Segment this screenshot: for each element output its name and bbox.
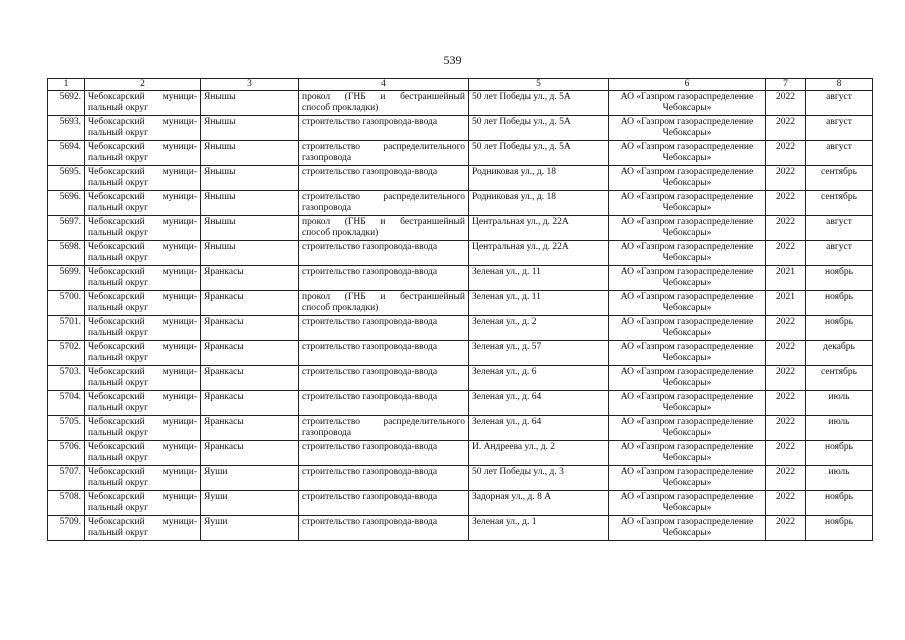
district-line-1: Чебоксарский муници- [88,492,197,502]
work-type-cell [299,491,469,516]
work-type-line-1: прокол (ГНБ и бестраншейный [302,292,465,302]
row-number: 5700. [48,291,85,316]
row-number: 5696. [48,191,85,216]
organization-cell [609,466,766,491]
header-col-2: 2 [85,79,201,91]
month-cell: ноябрь [806,491,873,516]
district-line-2: пальный округ [88,277,149,288]
organization-line-2: Чебоксары» [662,377,712,388]
month-cell: сентябрь [806,166,873,191]
organization-cell [609,416,766,441]
table-row [48,316,873,341]
work-type-line-1: строительство газопровода-ввода [302,342,438,352]
organization-line-2: Чебоксары» [662,427,712,438]
year-cell: 2022 [766,141,806,166]
table-row [48,241,873,266]
row-number: 5705. [48,416,85,441]
header-col-4: 4 [299,79,469,91]
address-cell: 50 лет Победы ул., д. 5А [469,116,609,141]
district-cell [85,266,201,291]
organization-cell [609,366,766,391]
settlement-cell: Яуши [201,516,299,541]
organization-line-2: Чебоксары» [662,152,712,163]
organization-line-1: АО «Газпром газораспределение [620,92,754,102]
address-cell: 50 лет Победы ул., д. 5А [469,91,609,116]
work-type-line-1: строительство газопровода-ввода [302,442,438,452]
district-line-2: пальный округ [88,427,149,438]
year-cell: 2022 [766,516,806,541]
month-cell: август [806,116,873,141]
work-type-cell [299,391,469,416]
row-number: 5708. [48,491,85,516]
district-cell [85,416,201,441]
work-type-line-1: строительство газопровода-ввода [302,167,438,177]
table-header [48,79,873,91]
district-line-1: Чебоксарский муници- [88,217,197,227]
address-cell: Центральная ул., д. 22А [469,216,609,241]
header-col-1: 1 [48,79,85,91]
district-line-2: пальный округ [88,502,149,513]
district-line-1: Чебоксарский муници- [88,392,197,402]
organization-line-1: АО «Газпром газораспределение [620,392,754,402]
month-cell: ноябрь [806,291,873,316]
settlement-cell: Яранкасы [201,291,299,316]
work-type-line-1: строительство газопровода-ввода [302,117,438,127]
settlement-cell: Яранкасы [201,391,299,416]
header-col-6: 6 [609,79,766,91]
district-cell [85,316,201,341]
table-row [48,516,873,541]
work-type-line-2: способ прокладки) [302,102,379,113]
work-type-line-2: способ прокладки) [302,302,379,313]
district-line-2: пальный округ [88,352,149,363]
settlement-cell: Янышы [201,141,299,166]
district-cell [85,216,201,241]
settlement-cell: Яранкасы [201,316,299,341]
row-number: 5697. [48,216,85,241]
work-type-cell [299,116,469,141]
year-cell: 2022 [766,91,806,116]
organization-line-2: Чебоксары» [662,102,712,113]
table-row [48,216,873,241]
work-type-line-1: строительство газопровода-ввода [302,367,438,377]
organization-line-1: АО «Газпром газораспределение [620,217,754,227]
work-type-line-1: строительство распределительного [302,142,465,152]
organization-cell [609,291,766,316]
address-cell: Зеленая ул., д. 1 [469,516,609,541]
organization-cell [609,441,766,466]
organization-line-1: АО «Газпром газораспределение [620,342,754,352]
district-line-1: Чебоксарский муници- [88,242,197,252]
organization-line-1: АО «Газпром газораспределение [620,517,754,527]
table-row [48,166,873,191]
row-number: 5702. [48,341,85,366]
address-cell: И. Андреева ул., д. 2 [469,441,609,466]
settlement-cell: Яранкасы [201,341,299,366]
district-cell [85,391,201,416]
table-row [48,491,873,516]
organization-line-2: Чебоксары» [662,302,712,313]
work-type-line-1: прокол (ГНБ и бестраншейный [302,92,465,102]
month-cell: сентябрь [806,366,873,391]
table-row [48,141,873,166]
work-type-cell [299,91,469,116]
organization-line-2: Чебоксары» [662,327,712,338]
month-cell: ноябрь [806,266,873,291]
work-type-cell [299,416,469,441]
district-line-1: Чебоксарский муници- [88,467,197,477]
address-cell: 50 лет Победы ул., д. 5А [469,141,609,166]
month-cell: ноябрь [806,516,873,541]
work-type-line-1: строительство газопровода-ввода [302,492,438,502]
organization-cell [609,491,766,516]
work-type-cell [299,366,469,391]
month-cell: ноябрь [806,441,873,466]
table-row [48,266,873,291]
district-line-2: пальный округ [88,252,149,263]
district-line-1: Чебоксарский муници- [88,167,197,177]
work-type-cell [299,466,469,491]
header-col-5: 5 [469,79,609,91]
district-line-1: Чебоксарский муници- [88,417,197,427]
district-line-2: пальный округ [88,377,149,388]
organization-line-1: АО «Газпром газораспределение [620,367,754,377]
work-type-cell [299,191,469,216]
year-cell: 2022 [766,166,806,191]
organization-cell [609,266,766,291]
district-cell [85,191,201,216]
row-number: 5698. [48,241,85,266]
district-line-1: Чебоксарский муници- [88,342,197,352]
work-type-cell [299,241,469,266]
organization-line-1: АО «Газпром газораспределение [620,267,754,277]
district-line-1: Чебоксарский муници- [88,442,197,452]
organization-cell [609,141,766,166]
work-type-cell [299,291,469,316]
year-cell: 2022 [766,341,806,366]
organization-line-2: Чебоксары» [662,127,712,138]
work-type-cell [299,166,469,191]
year-cell: 2021 [766,291,806,316]
work-type-line-1: прокол (ГНБ и бестраншейный [302,217,465,227]
address-cell: Задорная ул., д. 8 А [469,491,609,516]
organization-line-2: Чебоксары» [662,452,712,463]
work-type-line-1: строительство газопровода-ввода [302,317,438,327]
organization-cell [609,516,766,541]
address-cell: Зеленая ул., д. 2 [469,316,609,341]
gas-works-table [47,78,873,541]
district-line-1: Чебоксарский муници- [88,267,197,277]
district-cell [85,166,201,191]
settlement-cell: Янышы [201,91,299,116]
year-cell: 2022 [766,441,806,466]
district-line-2: пальный округ [88,327,149,338]
row-number: 5704. [48,391,85,416]
district-cell [85,116,201,141]
settlement-cell: Янышы [201,166,299,191]
organization-line-2: Чебоксары» [662,177,712,188]
work-type-cell [299,316,469,341]
address-cell: Зеленая ул., д. 6 [469,366,609,391]
month-cell: август [806,216,873,241]
district-line-1: Чебоксарский муници- [88,92,197,102]
organization-cell [609,241,766,266]
table-row [48,291,873,316]
row-number: 5707. [48,466,85,491]
settlement-cell: Яранкасы [201,441,299,466]
month-cell: сентябрь [806,191,873,216]
year-cell: 2022 [766,216,806,241]
district-cell [85,491,201,516]
month-cell: ноябрь [806,316,873,341]
year-cell: 2022 [766,416,806,441]
district-cell [85,291,201,316]
work-type-cell [299,216,469,241]
organization-cell [609,391,766,416]
settlement-cell: Яуши [201,491,299,516]
row-number: 5699. [48,266,85,291]
settlement-cell: Янышы [201,241,299,266]
row-number: 5692. [48,91,85,116]
table-row [48,391,873,416]
year-cell: 2021 [766,266,806,291]
row-number: 5693. [48,116,85,141]
month-cell: август [806,91,873,116]
header-col-3: 3 [201,79,299,91]
organization-line-2: Чебоксары» [662,202,712,213]
district-cell [85,516,201,541]
year-cell: 2022 [766,241,806,266]
header-col-8: 8 [806,79,873,91]
work-type-line-2: газопровода [302,152,352,163]
organization-line-1: АО «Газпром газораспределение [620,492,754,502]
organization-line-1: АО «Газпром газораспределение [620,292,754,302]
district-line-2: пальный округ [88,302,149,313]
address-cell: Родниковая ул., д. 18 [469,166,609,191]
district-line-2: пальный округ [88,177,149,188]
district-line-2: пальный округ [88,452,149,463]
row-number: 5703. [48,366,85,391]
table-row [48,116,873,141]
organization-line-2: Чебоксары» [662,527,712,538]
address-cell: Зеленая ул., д. 11 [469,291,609,316]
district-line-1: Чебоксарский муници- [88,317,197,327]
organization-line-1: АО «Газпром газораспределение [620,167,754,177]
district-line-2: пальный округ [88,227,149,238]
district-line-2: пальный округ [88,102,149,113]
organization-line-1: АО «Газпром газораспределение [620,117,754,127]
work-type-line-1: строительство газопровода-ввода [302,392,438,402]
work-type-cell [299,516,469,541]
row-number: 5706. [48,441,85,466]
organization-line-1: АО «Газпром газораспределение [620,442,754,452]
work-type-line-2: газопровода [302,202,352,213]
organization-line-1: АО «Газпром газораспределение [620,142,754,152]
settlement-cell: Яранкасы [201,266,299,291]
work-type-line-1: строительство распределительного [302,192,465,202]
page-number: 539 [443,53,462,67]
table-body [48,91,873,541]
district-line-1: Чебоксарский муници- [88,117,197,127]
table-row [48,91,873,116]
table-row [48,341,873,366]
year-cell: 2022 [766,466,806,491]
settlement-cell: Янышы [201,191,299,216]
district-cell [85,91,201,116]
month-cell: июль [806,391,873,416]
district-line-1: Чебоксарский муници- [88,517,197,527]
address-cell: Зеленая ул., д. 57 [469,341,609,366]
address-cell: Зеленая ул., д. 64 [469,416,609,441]
organization-line-2: Чебоксары» [662,402,712,413]
district-line-2: пальный округ [88,127,149,138]
organization-line-1: АО «Газпром газораспределение [620,417,754,427]
work-type-line-1: строительство распределительного [302,417,465,427]
organization-cell [609,341,766,366]
organization-line-1: АО «Газпром газораспределение [620,192,754,202]
work-type-cell [299,341,469,366]
district-cell [85,341,201,366]
work-type-line-2: способ прокладки) [302,227,379,238]
table-row [48,466,873,491]
organization-line-1: АО «Газпром газораспределение [620,317,754,327]
district-cell [85,441,201,466]
table-row [48,416,873,441]
organization-line-2: Чебоксары» [662,477,712,488]
month-cell: август [806,241,873,266]
row-number: 5695. [48,166,85,191]
address-cell: Зеленая ул., д. 11 [469,266,609,291]
month-cell: июль [806,416,873,441]
organization-cell [609,91,766,116]
organization-cell [609,116,766,141]
row-number: 5701. [48,316,85,341]
year-cell: 2022 [766,366,806,391]
year-cell: 2022 [766,116,806,141]
work-type-line-1: строительство газопровода-ввода [302,467,438,477]
district-line-1: Чебоксарский муници- [88,367,197,377]
district-cell [85,466,201,491]
district-line-1: Чебоксарский муници- [88,292,197,302]
organization-cell [609,316,766,341]
table-row [48,441,873,466]
organization-cell [609,166,766,191]
work-type-line-1: строительство газопровода-ввода [302,267,438,277]
work-type-line-1: строительство газопровода-ввода [302,517,438,527]
work-type-line-1: строительство газопровода-ввода [302,242,438,252]
work-type-line-2: газопровода [302,427,352,438]
address-cell: 50 лет Победы ул., д. 3 [469,466,609,491]
table-row [48,366,873,391]
work-type-cell [299,266,469,291]
district-line-2: пальный округ [88,527,149,538]
organization-line-1: АО «Газпром газораспределение [620,242,754,252]
district-cell [85,141,201,166]
year-cell: 2022 [766,491,806,516]
organization-cell [609,191,766,216]
work-type-cell [299,141,469,166]
district-line-2: пальный округ [88,402,149,413]
organization-line-2: Чебоксары» [662,252,712,263]
settlement-cell: Яранкасы [201,366,299,391]
settlement-cell: Яуши [201,466,299,491]
district-cell [85,366,201,391]
header-row [48,79,873,91]
organization-line-2: Чебоксары» [662,227,712,238]
district-line-1: Чебоксарский муници- [88,192,197,202]
address-cell: Центральная ул., д. 22А [469,241,609,266]
organization-cell [609,216,766,241]
year-cell: 2022 [766,391,806,416]
organization-line-2: Чебоксары» [662,277,712,288]
address-cell: Зеленая ул., д. 64 [469,391,609,416]
year-cell: 2022 [766,316,806,341]
table-row [48,191,873,216]
district-line-2: пальный округ [88,152,149,163]
month-cell: август [806,141,873,166]
district-line-1: Чебоксарский муници- [88,142,197,152]
settlement-cell: Янышы [201,116,299,141]
organization-line-1: АО «Газпром газораспределение [620,467,754,477]
month-cell: июль [806,466,873,491]
month-cell: декабрь [806,341,873,366]
district-line-2: пальный округ [88,202,149,213]
settlement-cell: Яранкасы [201,416,299,441]
settlement-cell: Янышы [201,216,299,241]
address-cell: Родниковая ул., д. 18 [469,191,609,216]
work-type-cell [299,441,469,466]
year-cell: 2022 [766,191,806,216]
header-col-7: 7 [766,79,806,91]
row-number: 5709. [48,516,85,541]
district-cell [85,241,201,266]
organization-line-2: Чебоксары» [662,352,712,363]
district-line-2: пальный округ [88,477,149,488]
organization-line-2: Чебоксары» [662,502,712,513]
row-number: 5694. [48,141,85,166]
